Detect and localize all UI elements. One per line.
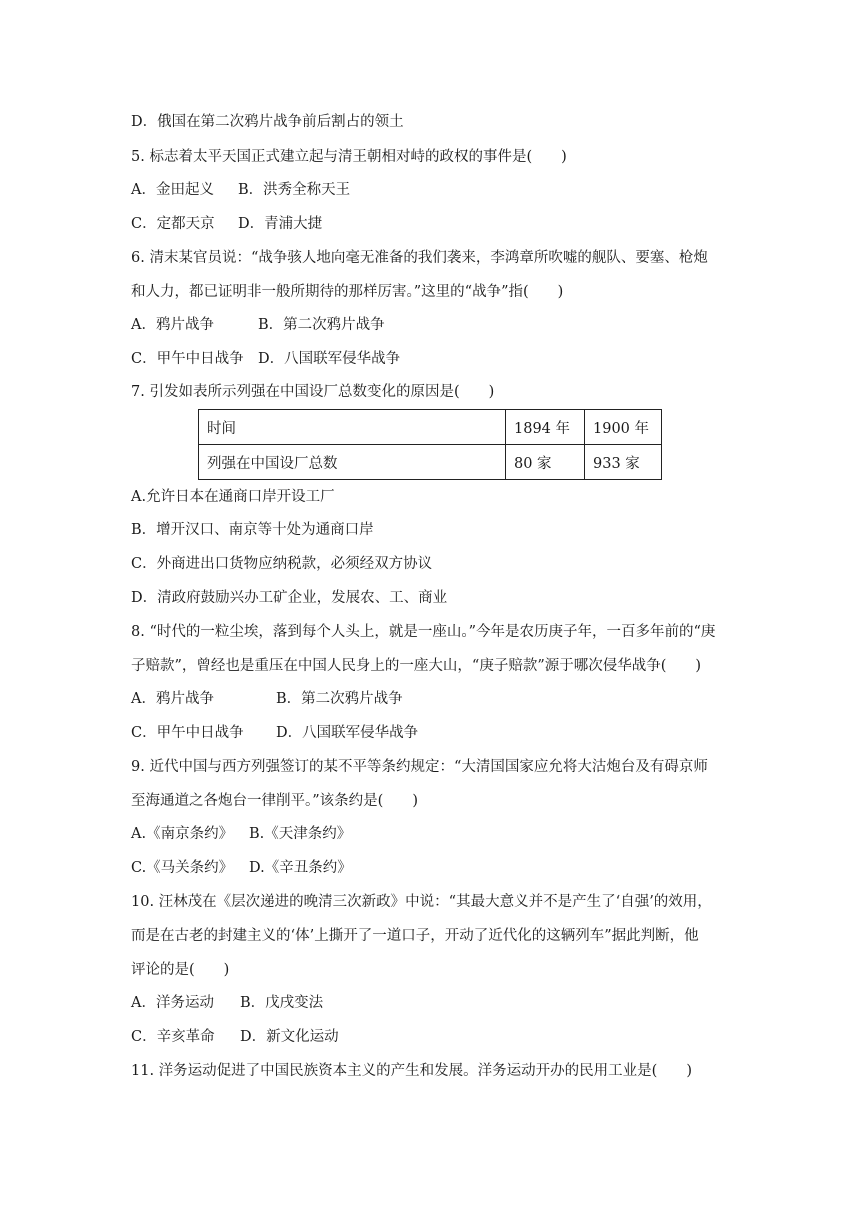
q8-option-d: D．八国联军侵华战争 — [276, 725, 419, 741]
factory-table — [198, 409, 662, 480]
q6-option-b: B．第二次鸦片战争 — [258, 317, 385, 333]
q8-option-b: B．第二次鸦片战争 — [276, 691, 403, 707]
q7-option-b: B．增开汉口、南京等十处为通商口岸 — [131, 522, 374, 538]
q9-option-a: A.《南京条约》 — [131, 826, 234, 842]
question-8-line-1: 8. “时代的一粒尘埃，落到每个人头上，就是一座山。”今年是农历庚子年，一百多年前的“庚 — [131, 624, 716, 640]
q4-option-d: D．俄国在第二次鸦片战争前后割占的领土 — [131, 114, 404, 130]
q6-option-d: D．八国联军侵华战争 — [258, 351, 401, 367]
q8-option-a: A．鸦片战争 — [131, 691, 214, 707]
q5-option-a: A．金田起义 — [131, 182, 214, 198]
q7-option-c: C．外商进出口货物应纳税款，必须经双方协议 — [131, 556, 433, 572]
table-cell: 1900 年 — [585, 410, 662, 445]
q10-option-c: C．辛亥革命 — [131, 1029, 215, 1045]
table-row — [199, 445, 662, 480]
question-10-line-3: 评论的是( ) — [131, 962, 230, 978]
q5-option-b: B．洪秀全称天王 — [238, 182, 351, 198]
question-7: 7. 引发如表所示列强在中国设厂总数变化的原因是( ) — [131, 384, 495, 400]
question-10-line-2: 而是在古老的封建主义的‘体’上撕开了一道口子，开动了近代化的这辆列车”据此判断，他 — [131, 928, 699, 944]
table-cell: 933 家 — [585, 445, 662, 480]
q5-option-c: C．定都天京 — [131, 216, 215, 232]
q8-option-c: C．甲午中日战争 — [131, 725, 244, 741]
question-9-line-2: 至海通道之各炮台一律削平。”该条约是( ) — [131, 793, 418, 809]
q9-option-d: D.《辛丑条约》 — [249, 860, 352, 876]
q10-option-b: B．戊戌变法 — [240, 995, 324, 1011]
table-cell: 列强在中国设厂总数 — [199, 445, 506, 480]
question-11: 11. 洋务运动促进了中国民族资本主义的产生和发展。洋务运动开办的民用工业是( ) — [131, 1063, 692, 1079]
table-row — [199, 410, 662, 445]
q6-option-c: C．甲午中日战争 — [131, 351, 244, 367]
q7-option-a: A.允许日本在通商口岸开设工厂 — [131, 489, 335, 505]
question-6-line-1: 6. 清末某官员说：“战争骇人地向毫无准备的我们袭来，李鸿章所吹嘘的舰队、要塞、枪炮 — [131, 250, 708, 266]
q10-option-d: D．新文化运动 — [240, 1029, 339, 1045]
q5-option-d: D．青浦大捷 — [238, 216, 323, 232]
question-6-line-2: 和人力，都已证明非一般所期待的那样厉害。”这里的“战争”指( ) — [131, 284, 564, 300]
question-5: 5. 标志着太平天国正式建立起与清王朝相对峙的政权的事件是( ) — [131, 149, 567, 165]
question-9-line-1: 9. 近代中国与西方列强签订的某不平等条约规定：“大清国国家应允将大沽炮台及有碍京师 — [131, 759, 708, 775]
table-cell: 80 家 — [506, 445, 585, 480]
question-8-line-2: 子赔款”，曾经也是重压在中国人民身上的一座大山，“庚子赔款”源于哪次侵华战争( ) — [131, 658, 702, 674]
table-cell: 1894 年 — [506, 410, 585, 445]
table-cell: 时间 — [199, 410, 506, 445]
q6-option-a: A．鸦片战争 — [131, 317, 214, 333]
question-10-line-1: 10. 汪林茂在《层次递进的晚清三次新政》中说：“其最大意义并不是产生了‘自强’的效用， — [131, 894, 712, 910]
q10-option-a: A．洋务运动 — [131, 995, 214, 1011]
q9-option-b: B.《天津条约》 — [249, 826, 352, 842]
q7-option-d: D．清政府鼓励兴办工矿企业，发展农、工、商业 — [131, 590, 448, 606]
q9-option-c: C.《马关条约》 — [131, 860, 234, 876]
